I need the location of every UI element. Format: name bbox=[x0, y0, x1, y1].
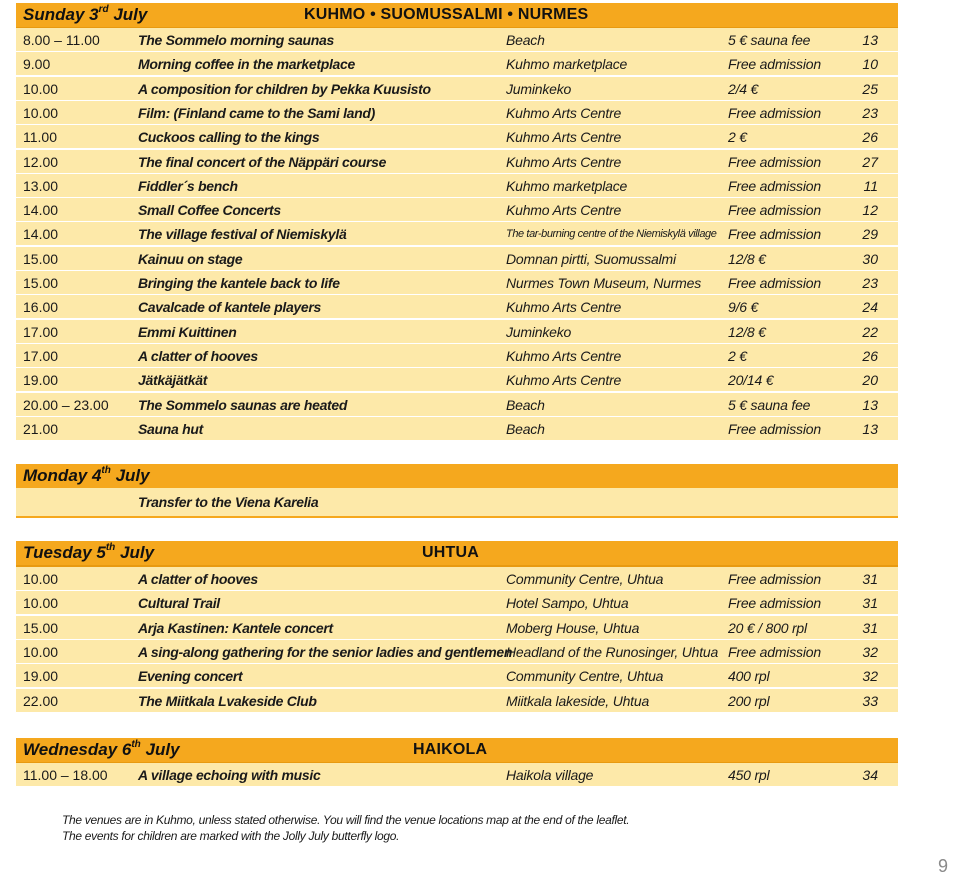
event-row bbox=[16, 295, 898, 319]
event-venue: Kuhmo Arts Centre bbox=[506, 347, 622, 364]
event-row bbox=[16, 664, 898, 688]
event-fee: 9/6 € bbox=[728, 299, 759, 316]
event-venue: Kuhmo Arts Centre bbox=[506, 153, 622, 170]
event-title: A clatter of hooves bbox=[138, 347, 258, 364]
event-time: 11.00 – 18.00 bbox=[23, 767, 108, 783]
event-time: 10.00 bbox=[23, 80, 59, 97]
day-label: Sunday 3 bbox=[23, 5, 99, 24]
event-page-reference: 29 bbox=[862, 226, 878, 243]
event-time: 17.00 bbox=[23, 323, 59, 340]
event-venue: Beach bbox=[506, 420, 545, 437]
footnotes bbox=[62, 812, 629, 844]
event-time: 13.00 bbox=[23, 177, 59, 194]
event-page-reference: 22 bbox=[862, 323, 878, 340]
event-time: 20.00 – 23.00 bbox=[23, 396, 109, 413]
event-time: 12.00 bbox=[23, 153, 59, 170]
event-title: A village echoing with music bbox=[138, 767, 321, 783]
event-row bbox=[16, 616, 898, 640]
event-title: Small Coffee Concerts bbox=[138, 202, 281, 219]
event-page-reference: 11 bbox=[863, 177, 878, 194]
event-venue: Moberg House, Uhtua bbox=[506, 619, 640, 636]
event-fee: 200 rpl bbox=[728, 692, 770, 709]
day-title bbox=[23, 466, 150, 486]
event-fee: Free admission bbox=[728, 571, 821, 587]
event-fee: Free admission bbox=[728, 56, 821, 73]
event-row bbox=[16, 198, 898, 222]
event-time: 10.00 bbox=[23, 643, 59, 660]
event-row bbox=[16, 28, 898, 52]
event-page-reference: 10 bbox=[862, 56, 878, 73]
event-row bbox=[16, 222, 898, 246]
day-suffix: th bbox=[101, 465, 111, 476]
day-suffix: th bbox=[131, 739, 141, 750]
day-month: July bbox=[115, 466, 150, 485]
event-fee: 450 rpl bbox=[728, 767, 770, 783]
event-venue: Nurmes Town Museum, Nurmes bbox=[506, 275, 702, 291]
day-header-tuesday bbox=[16, 541, 898, 567]
day-header-sunday bbox=[16, 3, 898, 29]
event-fee: 2 € bbox=[728, 129, 747, 146]
event-time: 21.00 bbox=[23, 420, 59, 437]
event-title: A sing-along gathering for the senior ladies and gentlemen bbox=[138, 643, 513, 660]
event-fee: 400 rpl bbox=[728, 668, 770, 685]
event-fee: Free admission bbox=[728, 643, 821, 660]
event-title: Evening concert bbox=[138, 668, 243, 685]
event-page-reference: 34 bbox=[862, 767, 878, 783]
footnote-children: The events for children are marked with the Jolly July butterfly logo. bbox=[62, 829, 400, 843]
event-title: The final concert of the Näppäri course bbox=[138, 153, 387, 170]
event-venue: Hotel Sampo, Uhtua bbox=[506, 595, 629, 612]
event-fee: Free admission bbox=[728, 420, 821, 437]
event-page-reference: 31 bbox=[862, 619, 878, 636]
day-label: Wednesday 6 bbox=[23, 740, 132, 759]
event-fee: Free admission bbox=[728, 226, 821, 243]
event-page-reference: 12 bbox=[862, 202, 878, 219]
footnote-venues: The venues are in Kuhmo, unless stated otherwise. You will find the venue locations map at the end of the leaflet. bbox=[62, 813, 630, 827]
event-fee: 20 € / 800 rpl bbox=[728, 619, 807, 636]
event-venue: Beach bbox=[506, 396, 545, 413]
event-venue: Juminkeko bbox=[506, 80, 572, 97]
event-row bbox=[16, 591, 898, 615]
event-title: Bringing the kantele back to life bbox=[138, 275, 340, 291]
event-fee: 5 € sauna fee bbox=[728, 32, 811, 48]
event-row bbox=[16, 101, 898, 125]
event-row bbox=[16, 640, 898, 664]
event-time: 10.00 bbox=[23, 104, 59, 121]
event-time: 8.00 – 11.00 bbox=[23, 32, 100, 48]
event-time: 14.00 bbox=[23, 226, 59, 243]
event-venue: Community Centre, Uhtua bbox=[506, 668, 664, 685]
event-venue: Haikola village bbox=[506, 767, 594, 783]
day-location: KUHMO • SUOMUSSALMI • NURMES bbox=[304, 6, 589, 23]
event-time: 19.00 bbox=[23, 668, 59, 685]
event-page-reference: 13 bbox=[862, 32, 878, 48]
event-row bbox=[16, 247, 898, 271]
page-number: 9 bbox=[937, 856, 948, 876]
event-title: Kainuu on stage bbox=[138, 250, 243, 267]
event-fee: Free admission bbox=[728, 202, 821, 219]
event-title: Fiddler´s bench bbox=[138, 177, 238, 194]
day-month: July bbox=[145, 740, 180, 759]
event-page-reference: 23 bbox=[862, 104, 878, 121]
day-location: UHTUA bbox=[422, 544, 479, 561]
event-title: Emmi Kuittinen bbox=[138, 323, 237, 340]
event-venue: The tar-burning centre of the Niemiskylä village bbox=[506, 228, 717, 241]
event-fee: 5 € sauna fee bbox=[728, 396, 811, 413]
event-title: The Miitkala Lvakeside Club bbox=[138, 692, 317, 709]
event-page-reference: 24 bbox=[862, 299, 878, 316]
day-header-wednesday bbox=[16, 738, 898, 764]
event-fee: Free admission bbox=[728, 595, 821, 612]
event-title: Arja Kastinen: Kantele concert bbox=[138, 619, 333, 636]
event-row bbox=[16, 393, 898, 417]
event-title: The Sommelo morning saunas bbox=[138, 32, 335, 48]
event-time: 10.00 bbox=[23, 571, 59, 587]
day-title bbox=[23, 740, 180, 760]
event-row bbox=[16, 763, 898, 787]
event-fee: Free admission bbox=[728, 275, 821, 291]
event-time: 11.00 bbox=[23, 129, 57, 146]
event-page-reference: 30 bbox=[862, 250, 878, 267]
day-label: Tuesday 5 bbox=[23, 543, 106, 562]
event-row bbox=[16, 689, 898, 713]
event-time: 15.00 bbox=[23, 619, 59, 636]
event-fee: 2/4 € bbox=[728, 80, 759, 97]
event-page-reference: 32 bbox=[862, 668, 878, 685]
event-row bbox=[16, 320, 898, 344]
event-row bbox=[16, 368, 898, 392]
event-title: Jätkäjätkät bbox=[138, 372, 208, 389]
event-fee: 12/8 € bbox=[728, 250, 766, 267]
day-month: July bbox=[120, 543, 155, 562]
event-row bbox=[16, 567, 898, 591]
event-title: Cultural Trail bbox=[138, 595, 220, 612]
event-time: 22.00 bbox=[23, 692, 59, 709]
event-venue: Community Centre, Uhtua bbox=[506, 571, 664, 587]
event-fee: Free admission bbox=[728, 153, 821, 170]
event-title: A composition for children by Pekka Kuusisto bbox=[138, 80, 431, 97]
event-title: The village festival of Niemiskylä bbox=[138, 226, 347, 243]
event-page-reference: 13 bbox=[862, 420, 878, 437]
day-header-monday bbox=[16, 464, 898, 490]
day-suffix: rd bbox=[98, 4, 109, 15]
event-row bbox=[16, 52, 898, 76]
event-fee: Free admission bbox=[728, 177, 821, 194]
event-time: 19.00 bbox=[23, 372, 59, 389]
event-venue: Kuhmo marketplace bbox=[506, 177, 628, 194]
event-page-reference: 31 bbox=[862, 571, 878, 587]
event-title: The Sommelo saunas are heated bbox=[138, 396, 348, 413]
transfer-note: Transfer to the Viena Karelia bbox=[138, 494, 319, 510]
event-venue: Kuhmo Arts Centre bbox=[506, 104, 622, 121]
event-page-reference: 26 bbox=[862, 347, 878, 364]
event-page-reference: 23 bbox=[862, 275, 878, 291]
event-row bbox=[16, 174, 898, 198]
event-fee: 20/14 € bbox=[728, 372, 774, 389]
day-location: HAIKOLA bbox=[413, 741, 488, 758]
event-page-reference: 32 bbox=[862, 643, 878, 660]
day-label: Monday 4 bbox=[23, 466, 102, 485]
event-title: Morning coffee in the marketplace bbox=[138, 56, 356, 73]
event-fee: 2 € bbox=[728, 347, 747, 364]
monday-note-row bbox=[16, 488, 898, 518]
event-row bbox=[16, 344, 898, 368]
event-title: A clatter of hooves bbox=[138, 571, 258, 587]
event-fee: Free admission bbox=[728, 104, 821, 121]
event-time: 9.00 bbox=[23, 56, 51, 73]
event-fee: 12/8 € bbox=[728, 323, 766, 340]
event-venue: Beach bbox=[506, 32, 545, 48]
event-venue: Kuhmo Arts Centre bbox=[506, 202, 622, 219]
event-time: 17.00 bbox=[23, 347, 59, 364]
event-page-reference: 13 bbox=[862, 396, 878, 413]
event-time: 10.00 bbox=[23, 595, 59, 612]
event-time: 15.00 bbox=[23, 275, 59, 291]
event-row bbox=[16, 271, 898, 295]
event-venue: Kuhmo marketplace bbox=[506, 56, 628, 73]
event-page-reference: 33 bbox=[862, 692, 878, 709]
day-title bbox=[23, 5, 147, 25]
event-time: 14.00 bbox=[23, 202, 59, 219]
event-title: Sauna hut bbox=[138, 420, 203, 437]
event-page-reference: 25 bbox=[862, 80, 878, 97]
day-title bbox=[23, 543, 154, 563]
event-page-reference: 26 bbox=[862, 129, 878, 146]
event-row bbox=[16, 150, 898, 174]
event-row bbox=[16, 417, 898, 441]
event-time: 15.00 bbox=[23, 250, 59, 267]
event-time: 16.00 bbox=[23, 299, 59, 316]
event-title: Cavalcade of kantele players bbox=[138, 299, 322, 316]
day-month: July bbox=[113, 5, 148, 24]
event-venue: Kuhmo Arts Centre bbox=[506, 372, 622, 389]
event-venue: Miitkala lakeside, Uhtua bbox=[506, 692, 650, 709]
event-row bbox=[16, 125, 898, 149]
event-venue: Domnan pirtti, Suomussalmi bbox=[506, 250, 676, 267]
event-venue: Juminkeko bbox=[506, 323, 572, 340]
event-venue: Kuhmo Arts Centre bbox=[506, 299, 622, 316]
event-venue: Kuhmo Arts Centre bbox=[506, 129, 622, 146]
event-row bbox=[16, 77, 898, 101]
event-title: Film: (Finland came to the Sami land) bbox=[138, 104, 376, 121]
event-title: Cuckoos calling to the kings bbox=[138, 129, 320, 146]
event-page-reference: 20 bbox=[862, 372, 878, 389]
day-suffix: th bbox=[105, 542, 116, 553]
event-page-reference: 31 bbox=[862, 595, 878, 612]
event-page-reference: 27 bbox=[862, 153, 878, 170]
event-venue: Headland of the Runosinger, Uhtua bbox=[506, 643, 719, 660]
